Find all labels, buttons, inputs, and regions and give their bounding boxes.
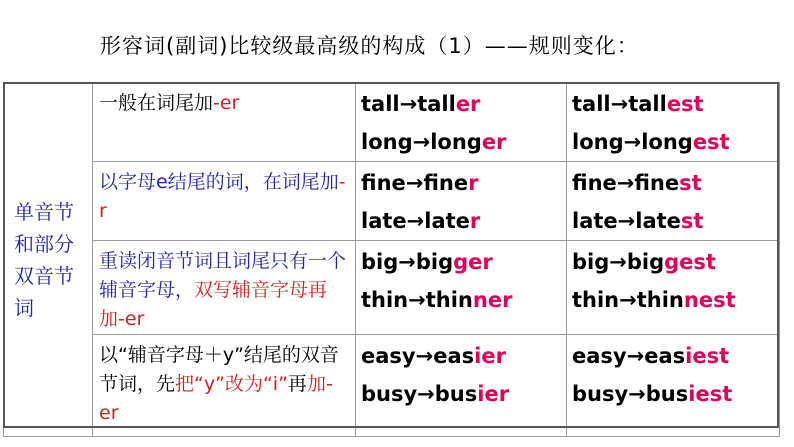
rule-text: 以字母e结尾的词，在词尾加 [99, 171, 339, 193]
row-header-text: 单音节和部分双音节词 [14, 199, 74, 320]
word-base: fine→fine [361, 171, 469, 195]
rule-text: 再 [287, 373, 307, 395]
rule-text: 重读闭音节词且词尾只有一个辅音字母， [99, 250, 347, 301]
word-base: busy→bus [572, 382, 689, 406]
word-base: thin→thin [572, 288, 684, 312]
word-suffix: er [455, 92, 481, 116]
word-suffix: iest [685, 344, 730, 368]
rule-text: 双写辅音字母再加-er [99, 279, 328, 330]
word-base: late→late [572, 209, 681, 233]
word-base: big→big [361, 250, 454, 274]
word-suffix: r [469, 209, 481, 233]
word-suffix: ier [474, 344, 506, 368]
word-base: fine→fine [572, 171, 680, 195]
rule-text: 加-er [99, 373, 333, 424]
word-suffix: est [666, 92, 704, 116]
word-suffix: iest [688, 382, 733, 406]
word-base: thin→thin [361, 288, 473, 312]
rule-text: 把“y”改为“i” [175, 373, 288, 395]
word-suffix: er [481, 130, 507, 154]
word-base: big→big [572, 250, 665, 274]
word-base: easy→eas [361, 344, 475, 368]
word-base: late→late [361, 209, 470, 233]
word-base: long→long [361, 130, 482, 154]
word-base: tall→tall [572, 92, 667, 116]
rule-text: 一般在词尾加 [99, 92, 214, 114]
word-suffix: nest [683, 288, 736, 312]
word-suffix: gest [664, 250, 716, 274]
word-suffix: st [680, 209, 704, 233]
word-suffix: ger [453, 250, 493, 274]
word-base: busy→bus [361, 382, 478, 406]
word-base: tall→tall [361, 92, 456, 116]
word-base: easy→eas [572, 344, 686, 368]
rule-text: -er [213, 92, 240, 114]
page-title: 形容词(副词)比较级最高级的构成（1）——规则变化： [100, 34, 639, 58]
word-suffix: ner [472, 288, 513, 312]
word-suffix: ier [477, 382, 510, 406]
rule-text: 以“辅音字母＋y”结尾的双音节词，先 [99, 344, 339, 395]
word-base: long→long [572, 130, 693, 154]
rule-text: -r [99, 171, 346, 222]
word-suffix: st [679, 171, 702, 195]
word-suffix: est [692, 130, 730, 154]
table-outer-border [3, 82, 779, 428]
word-suffix: r [468, 171, 479, 195]
